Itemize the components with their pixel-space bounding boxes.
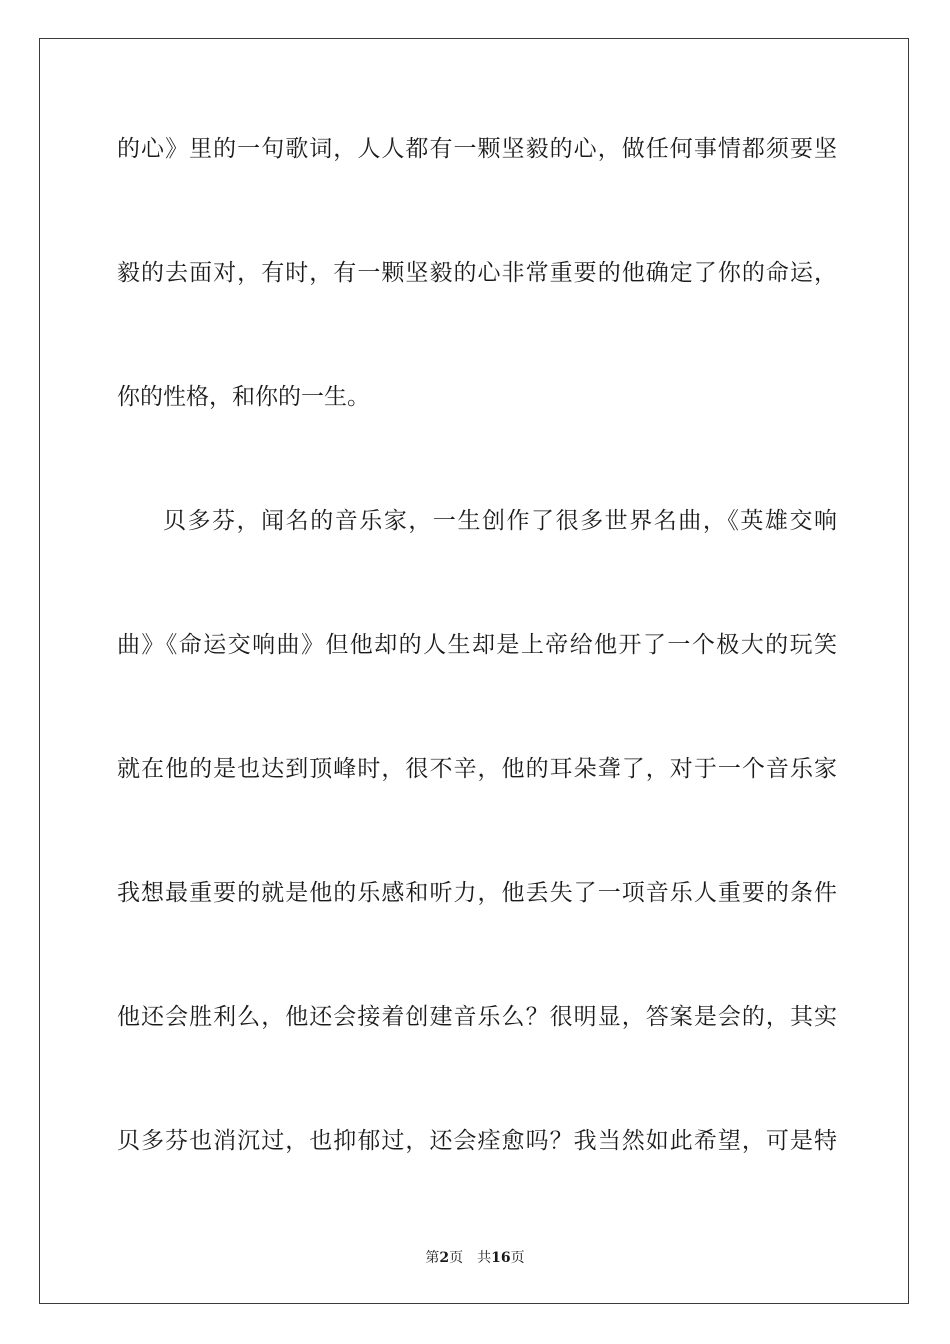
text-line: 毅的去面对，有时，有一颗坚毅的心非常重要的他确定了你的命运， [117,260,837,286]
text-line: 曲》《命运交响曲》但他却的人生却是上帝给他开了一个极大的玩笑 [117,632,837,658]
text-line: 贝多芬也消沉过，也抑郁过，还会痊愈吗？我当然如此希望，可是特 [117,1128,837,1154]
text-line: 他还会胜利么，他还会接着创建音乐么？很明显，答案是会的，其实 [117,1004,837,1030]
page-prefix: 第 [425,1250,440,1266]
text-line: 你的性格，和你的一生。 [117,384,370,410]
page-footer [0,1247,950,1267]
paragraph-first-line: 贝多芬，闻名的音乐家，一生创作了很多世界名曲，《英雄交响 [163,508,837,534]
total-pages: 16 [491,1250,511,1266]
page-suffix: 页 [449,1250,464,1266]
text-line: 我想最重要的就是他的乐感和听力，他丢失了一项音乐人重要的条件 [117,880,837,906]
page-number: 2 [439,1250,450,1266]
total-prefix: 共 [477,1250,492,1266]
text-line: 的心》里的一句歌词，人人都有一颗坚毅的心，做任何事情都须要坚 [117,136,837,162]
document-body [117,118,837,1172]
total-suffix: 页 [510,1250,525,1266]
text-line: 就在他的是也达到顶峰时，很不辛，他的耳朵聋了，对于一个音乐家 [117,756,837,782]
